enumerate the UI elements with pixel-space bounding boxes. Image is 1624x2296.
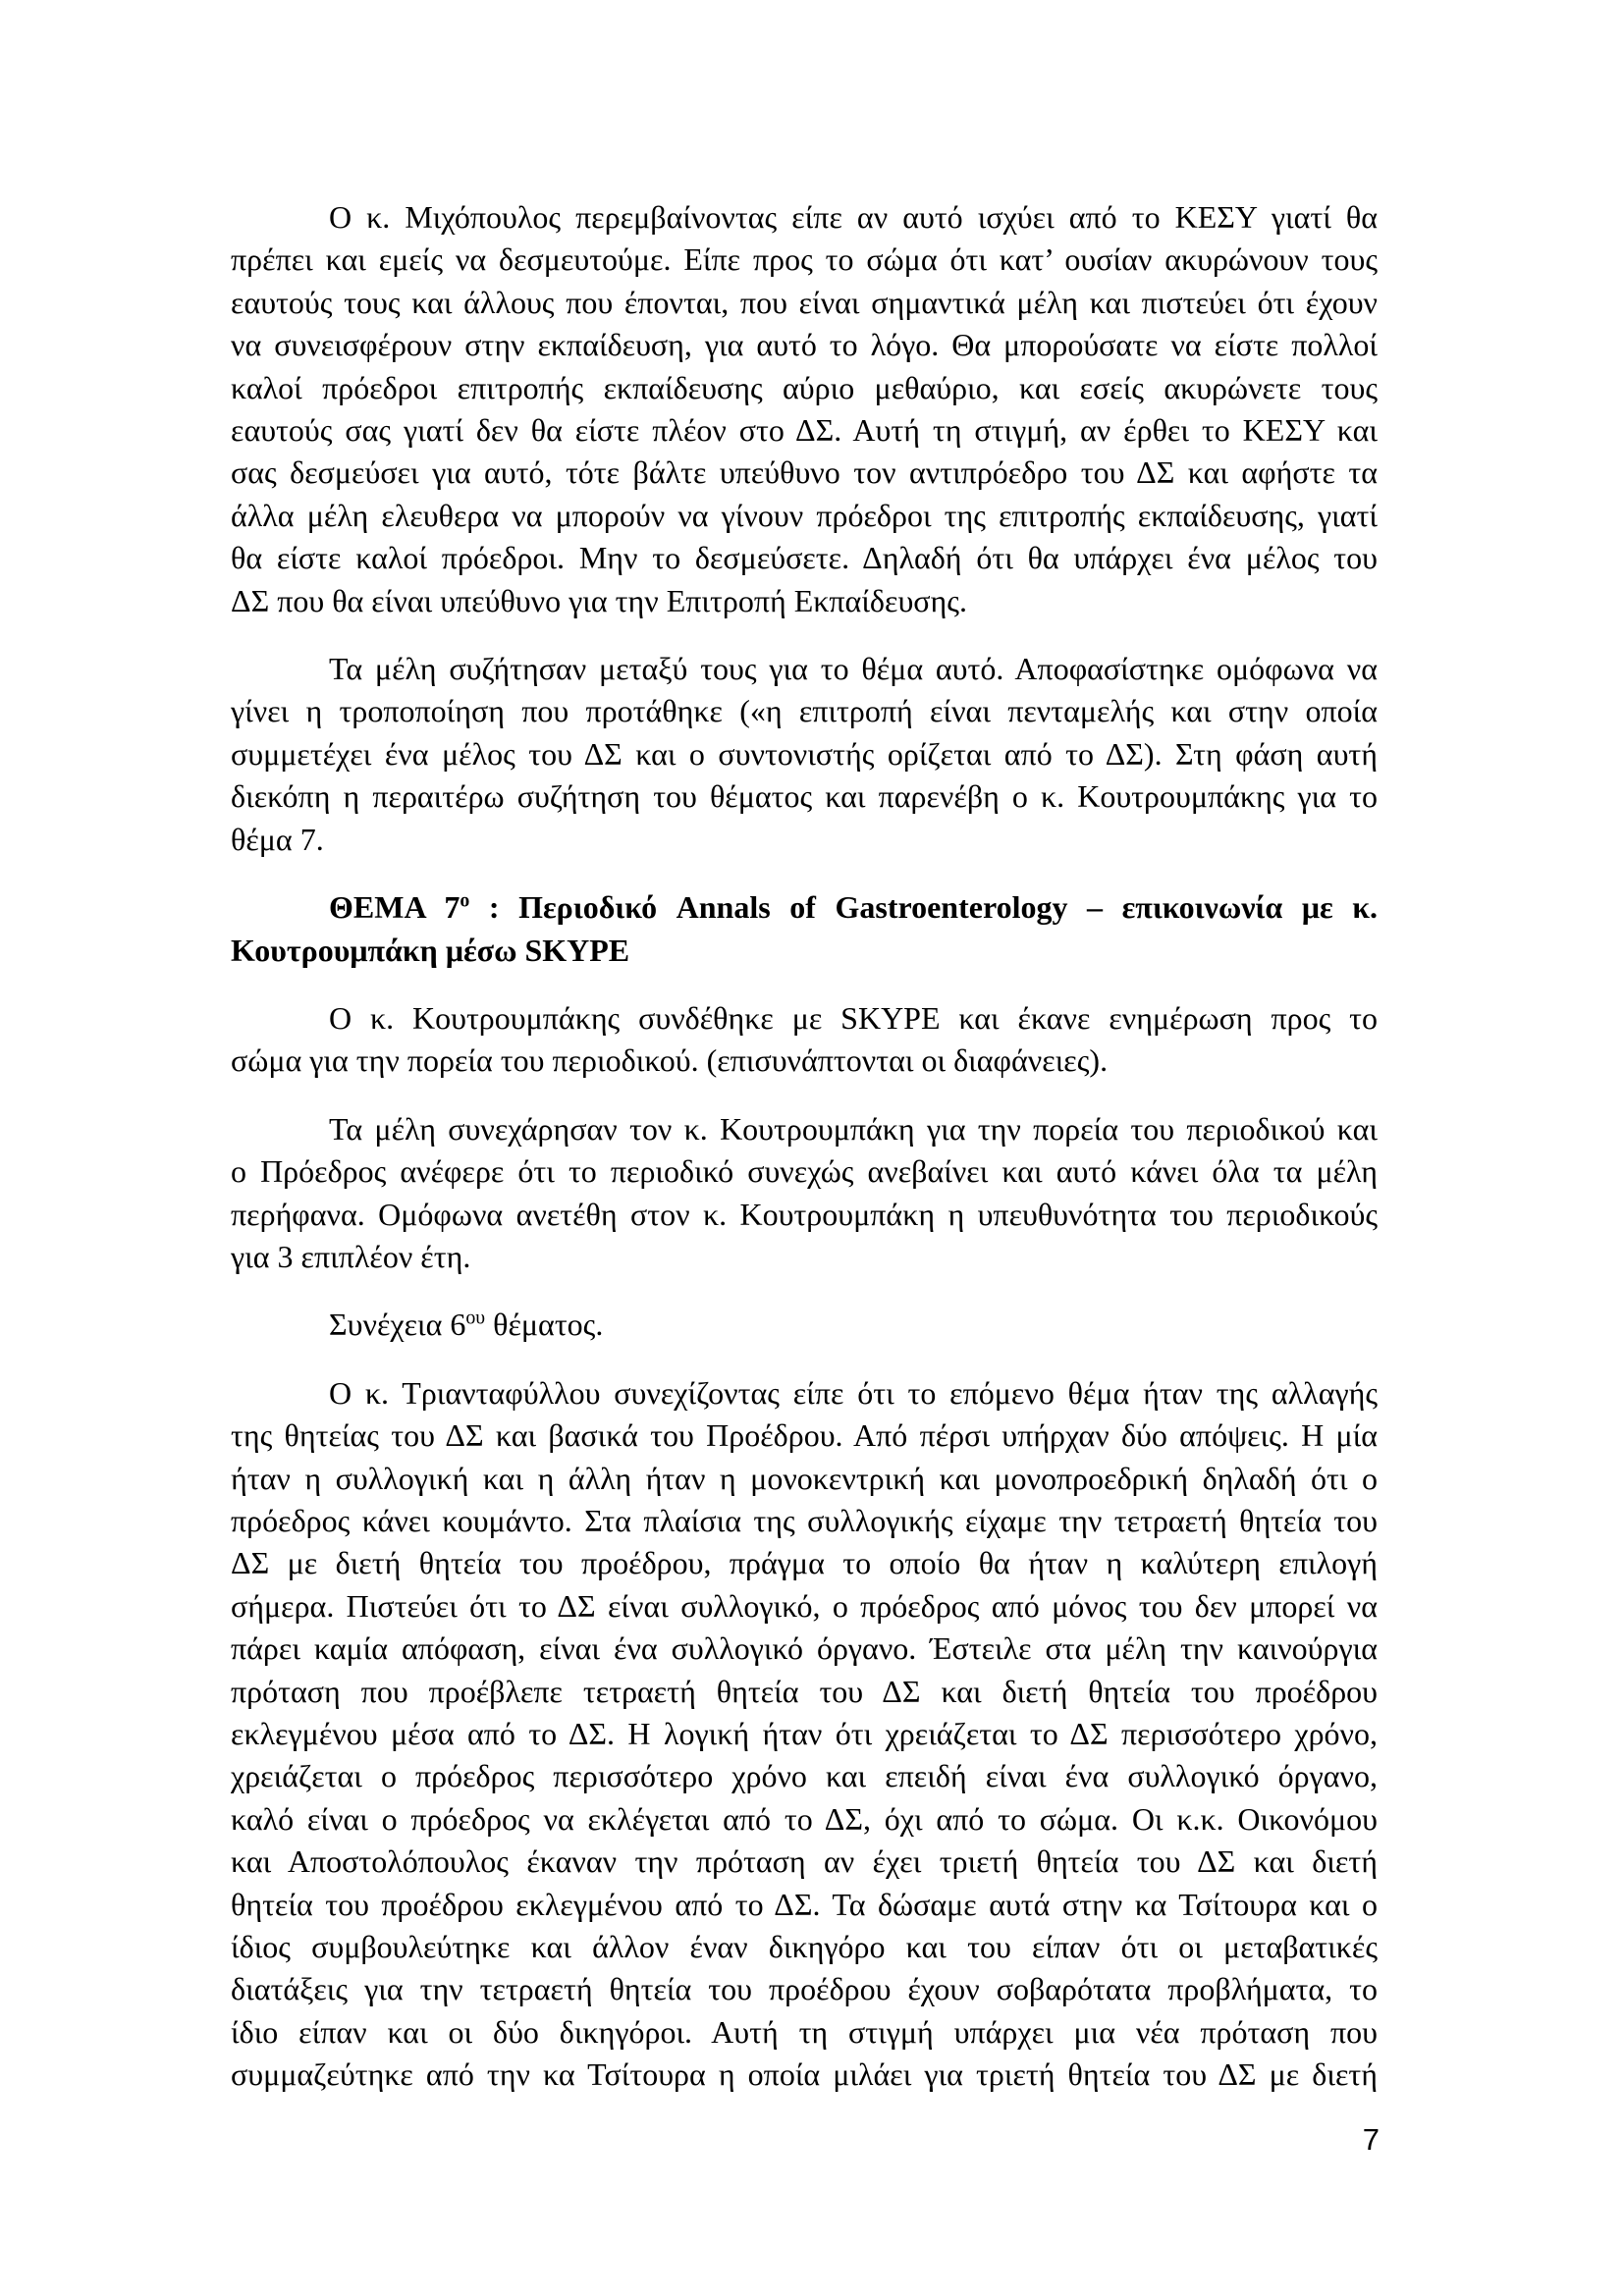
text-line: άλλα μέλη ελευθερα να μπορούν να γίνουν πρόεδροι της επιτροπής εκπαίδευσης, γιατί xyxy=(231,497,1378,533)
text-line: Τα μέλη συζήτησαν μεταξύ τους για το θέμα αυτό. Αποφασίστηκε ομόφωνα να xyxy=(329,651,1378,687)
text-line: για 3 επιπλέον έτη. xyxy=(231,1238,471,1274)
text-column xyxy=(231,196,1378,2097)
text-line: χρειάζεται ο πρόεδρος περισσότερο χρόνο και επειδή είναι ένα συλλογικό όργανο, xyxy=(231,1758,1378,1794)
heading-line xyxy=(231,886,1378,929)
text-line: εαυτούς τους και άλλους που έπονται, που είναι σημαντικά μέλη και πιστεύει ότι έχουν xyxy=(231,284,1378,320)
text-line: Ο κ. Τριανταφύλλου συνεχίζοντας είπε ότι το επόμενο θέμα ήταν της αλλαγής xyxy=(329,1374,1378,1411)
heading-line: Κουτρουμπάκη μέσω SKYPE xyxy=(231,932,630,968)
heading-text: ΘΕΜΑ 7 xyxy=(329,889,460,926)
text-line: συμμετέχει ένα μέλος του ΔΣ και ο συντονιστής ορίζεται από το ΔΣ). Στη φάση αυτή xyxy=(231,735,1378,772)
text-line: εκλεγμένου μέσα από το ΔΣ. Η λογική ήταν ότι χρειάζεται το ΔΣ περισσότερο χρόνο, xyxy=(231,1716,1378,1751)
heading-text: : Περιοδικό Annals of Gastroenterology – επικοινωνία με κ. xyxy=(469,889,1379,926)
text-line: θητεία του προέδρου εκλεγμένου από το ΔΣ. Τα δώσαμε αυτά στην κα Τσίτουρα και ο xyxy=(231,1886,1378,1922)
text-line: ο Πρόεδρος ανέφερε ότι το περιοδικό συνεχώς ανεβαίνει και αυτό κάνει όλα τα μέλη xyxy=(231,1153,1378,1190)
text-line xyxy=(231,1304,1378,1346)
text-line: καλοί πρόεδροι επιτροπής εκπαίδευσης αύριο μεθαύριο, και εσείς ακυρώνετε τους xyxy=(231,369,1378,405)
text-line: Ο κ. Κουτρουμπάκης συνδέθηκε με SKYPE και έκανε ενημέρωση προς το xyxy=(329,999,1378,1036)
text-line: της θητείας του ΔΣ και βασικά του Προέδρου. Από πέρσι υπήρχαν δύο απόψεις. Η μία xyxy=(231,1417,1378,1454)
text-line: και Αποστολόπουλος έκαναν την πρόταση αν έχει τριετή θητεία του ΔΣ και διετή xyxy=(231,1843,1378,1880)
text-line: ίδιος συμβουλεύτηκε και άλλον έναν δικηγόρο και του είπαν ότι οι μεταβατικές xyxy=(231,1929,1378,1965)
text-line: σας δεσμεύσει για αυτό, τότε βάλτε υπεύθυνο τον αντιπρόεδρο του ΔΣ και αφήστε τα xyxy=(231,454,1378,491)
text-line: Τα μέλη συνεχάρησαν τον κ. Κουτρουμπάκη για την πορεία του περιοδικού και xyxy=(329,1110,1378,1147)
body-text: Συνέχεια 6 xyxy=(329,1307,466,1343)
text-line: σώμα για την πορεία του περιοδικού. (επισυνάπτονται οι διαφάνειες). xyxy=(231,1042,1109,1079)
paragraph xyxy=(231,1372,1378,2097)
text-line: να συνεισφέρουν στην εκπαίδευση, για αυτό το λόγο. Θα μπορούσατε να είστε πολλοί xyxy=(231,327,1378,363)
text-line: καλό είναι ο πρόεδρος να εκλέγεται από το ΔΣ, όχι από το σώμα. Οι κ.κ. Οικονόμου xyxy=(231,1800,1378,1837)
ordinal-superscript: ο xyxy=(460,889,470,912)
continuation-line xyxy=(231,1304,1378,1346)
paragraph xyxy=(231,1108,1378,1279)
text-line: διεκόπη η περαιτέρω συζήτηση του θέματος και παρενέβη ο κ. Κουτρουμπάκης για το xyxy=(231,778,1378,815)
text-line: πρόταση που προέβλεπε τετραετή θητεία του ΔΣ και διετή θητεία του προέδρου xyxy=(231,1673,1378,1709)
paragraph xyxy=(231,196,1378,622)
text-line: εαυτούς σας γιατί δεν θα είστε πλέον στο ΔΣ. Αυτή τη στιγμή, αν έρθει το ΚΕΣΥ και xyxy=(231,412,1378,449)
text-line: γίνει η τροποποίηση που προτάθηκε («η επιτροπή είναι πενταμελής και στην οποία xyxy=(231,693,1378,729)
text-line: διατάξεις για την τετραετή θητεία του προέδρου έχουν σοβαρότατα προβλήματα, το xyxy=(231,1971,1378,2007)
text-line: περήφανα. Ομόφωνα ανετέθη στον κ. Κουτρουμπάκη η υπευθυνότητα του περιοδικούς xyxy=(231,1196,1378,1232)
text-line: συμμαζεύτηκε από την κα Τσίτουρα η οποία μιλάει για τριετή θητεία του ΔΣ με διετή xyxy=(231,2056,1378,2093)
text-line: πρέπει και εμείς να δεσμευτούμε. Είπε προς το σώμα ότι κατ’ ουσίαν ακυρώνουν τους xyxy=(231,241,1378,278)
page-number: 7 xyxy=(1362,2122,1380,2157)
text-line: πρόεδρος κάνει κουμάντο. Στα πλαίσια της συλλογικής είχαμε την τετραετή θητεία του xyxy=(231,1502,1378,1538)
text-line: Ο κ. Μιχόπουλος περεμβαίνοντας είπε αν αυτό ισχύει από το ΚΕΣΥ γιατί θα xyxy=(329,199,1378,235)
paragraph xyxy=(231,648,1378,861)
ordinal-superscript: ου xyxy=(465,1307,486,1329)
text-line: θέμα 7. xyxy=(231,821,324,857)
text-line: ίδιο είπαν και οι δύο δικηγόροι. Αυτή τη στιγμή υπάρχει μια νέα πρόταση που xyxy=(231,2013,1378,2050)
text-line: ΔΣ που θα είναι υπεύθυνο για την Επιτροπή Εκπαίδευσης. xyxy=(231,582,967,618)
text-line: σήμερα. Πιστεύει ότι το ΔΣ είναι συλλογικό, ο πρόεδρος από μόνος του δεν μπορεί να xyxy=(231,1587,1378,1624)
text-line: ΔΣ με διετή θητεία του προέδρου, πράγμα το οποίο θα ήταν η καλύτερη επιλογή xyxy=(231,1545,1378,1581)
body-text: θέματος. xyxy=(485,1307,604,1343)
text-line: πάρει καμία απόφαση, είναι ένα συλλογικό όργανο. Έστειλε στα μέλη την καινούργια xyxy=(231,1630,1378,1667)
text-line: ήταν η συλλογική και η άλλη ήταν η μονοκεντρική και μονοπροεδρική δηλαδή ότι ο xyxy=(231,1460,1378,1496)
text-line: θα είστε καλοί πρόεδροι. Μην το δεσμεύσετε. Δηλαδή ότι θα υπάρχει ένα μέλος του xyxy=(231,540,1378,576)
paragraph xyxy=(231,997,1378,1083)
topic-heading xyxy=(231,886,1378,972)
